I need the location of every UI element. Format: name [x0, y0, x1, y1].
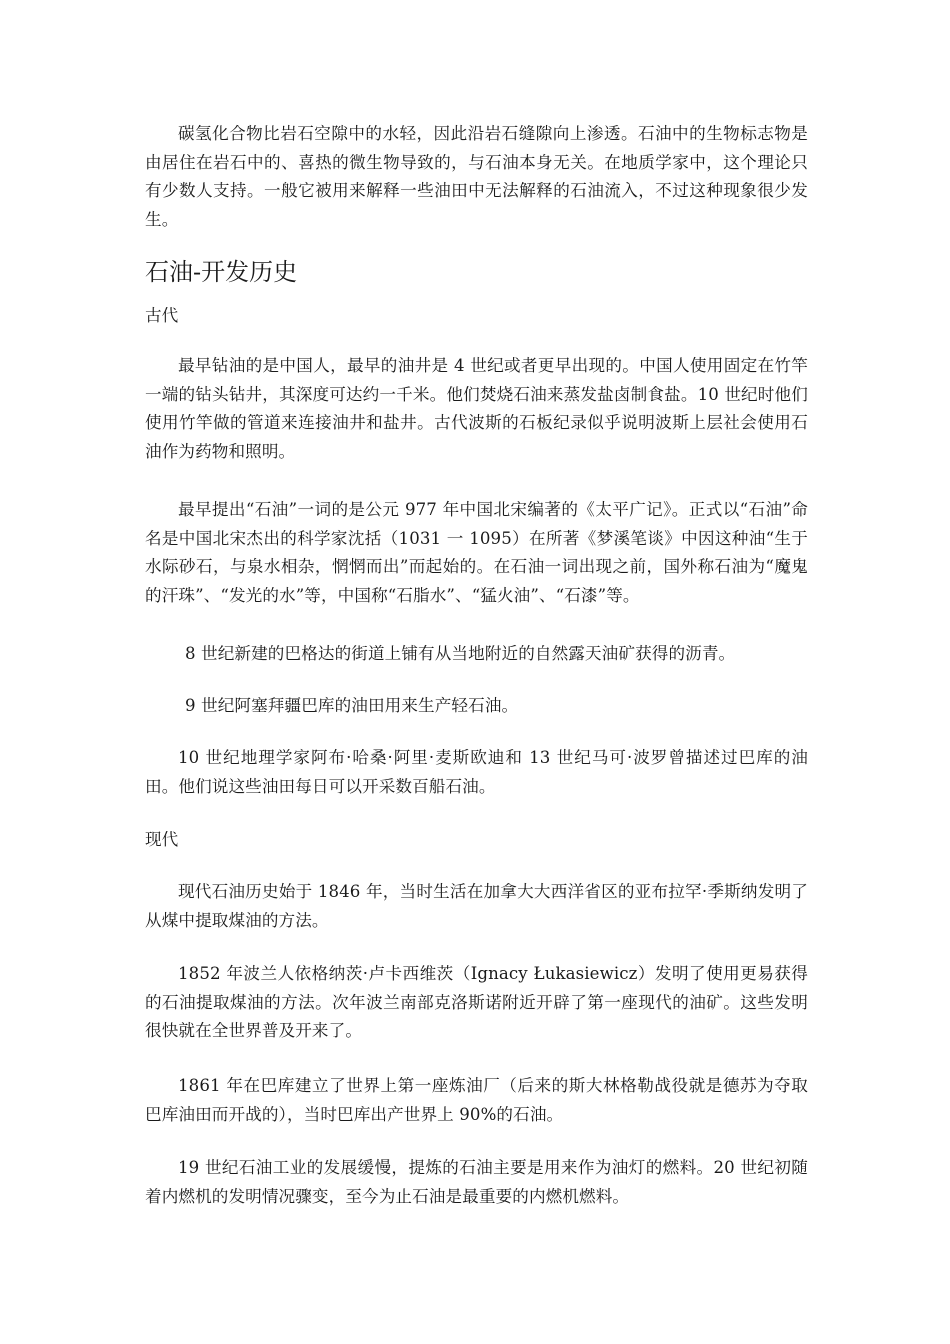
paragraph-1861: 1861 年在巴库建立了世界上第一座炼油厂（后来的斯大林格勒战役就是德苏为夺取巴库油田而开战的），当时巴库出产世界上 90%的石油。 [145, 1076, 808, 1124]
paragraph-baghdad: 8 世纪新建的巴格达的街道上铺有从当地附近的自然露天油矿获得的沥青。 [185, 644, 736, 663]
paragraph-intro: 碳氢化合物比岩石空隙中的水轻，因此沿岩石缝隙向上渗透。石油中的生物标志物是由居住在岩石中的、喜热的微生物导致的，与石油本身无关。在地质学家中，这个理论只有少数人支持。一般它被用来解释一些油田中无法解释的石油流入，不过这种现象很少发生。 [145, 124, 808, 229]
subheading-modern: 现代 [145, 830, 179, 849]
paragraph-1852: 1852 年波兰人依格纳茨·卢卡西维茨（Ignacy Łukasiewicz）发明了使用更易获得的石油提取煤油的方法。次年波兰南部克洛斯诺附近开辟了第一座现代的油矿。这些发明很快就在全世界普及开来了。 [145, 964, 808, 1041]
section-heading: 石油-开发历史 [145, 258, 298, 286]
paragraph-marco-polo: 10 世纪地理学家阿布·哈桑·阿里·麦斯欧迪和 13 世纪马可·波罗曾描述过巴库的油田。他们说这些油田每日可以开采数百船石油。 [145, 748, 808, 796]
paragraph-baku: 9 世纪阿塞拜疆巴库的油田用来生产轻石油。 [185, 696, 519, 715]
paragraph-name-origin: 最早提出“石油”一词的是公元 977 年中国北宋编著的《太平广记》。正式以“石油”命名是中国北宋杰出的科学家沈括（1031 一 1095）在所著《梦溪笔谈》中因这种油“生于水际砂石，与泉水相杂，惘惘而出”而起始的。在石油一词出现之前，国外称石油为“魔鬼的汗珠”、“发光的水”等，中国称“石脂水”、“猛火油”、“石漆”等。 [145, 500, 808, 605]
paragraph-19th-century: 19 世纪石油工业的发展缓慢，提炼的石油主要是用来作为油灯的燃料。20 世纪初随着内燃机的发明情况骤变，至今为止石油是最重要的内燃机燃料。 [145, 1158, 808, 1206]
subheading-ancient: 古代 [145, 306, 179, 325]
paragraph-1846: 现代石油历史始于 1846 年，当时生活在加拿大大西洋省区的亚布拉罕·季斯纳发明了从煤中提取煤油的方法。 [145, 882, 808, 930]
paragraph-earliest-drilling: 最早钻油的是中国人，最早的油井是 4 世纪或者更早出现的。中国人使用固定在竹竿一端的钻头钻井，其深度可达约一千米。他们焚烧石油来蒸发盐卤制食盐。10 世纪时他们使用竹竿做的管道来连接油井和盐井。古代波斯的石板纪录似乎说明波斯上层社会使用石油作为药物和照明。 [145, 356, 808, 461]
